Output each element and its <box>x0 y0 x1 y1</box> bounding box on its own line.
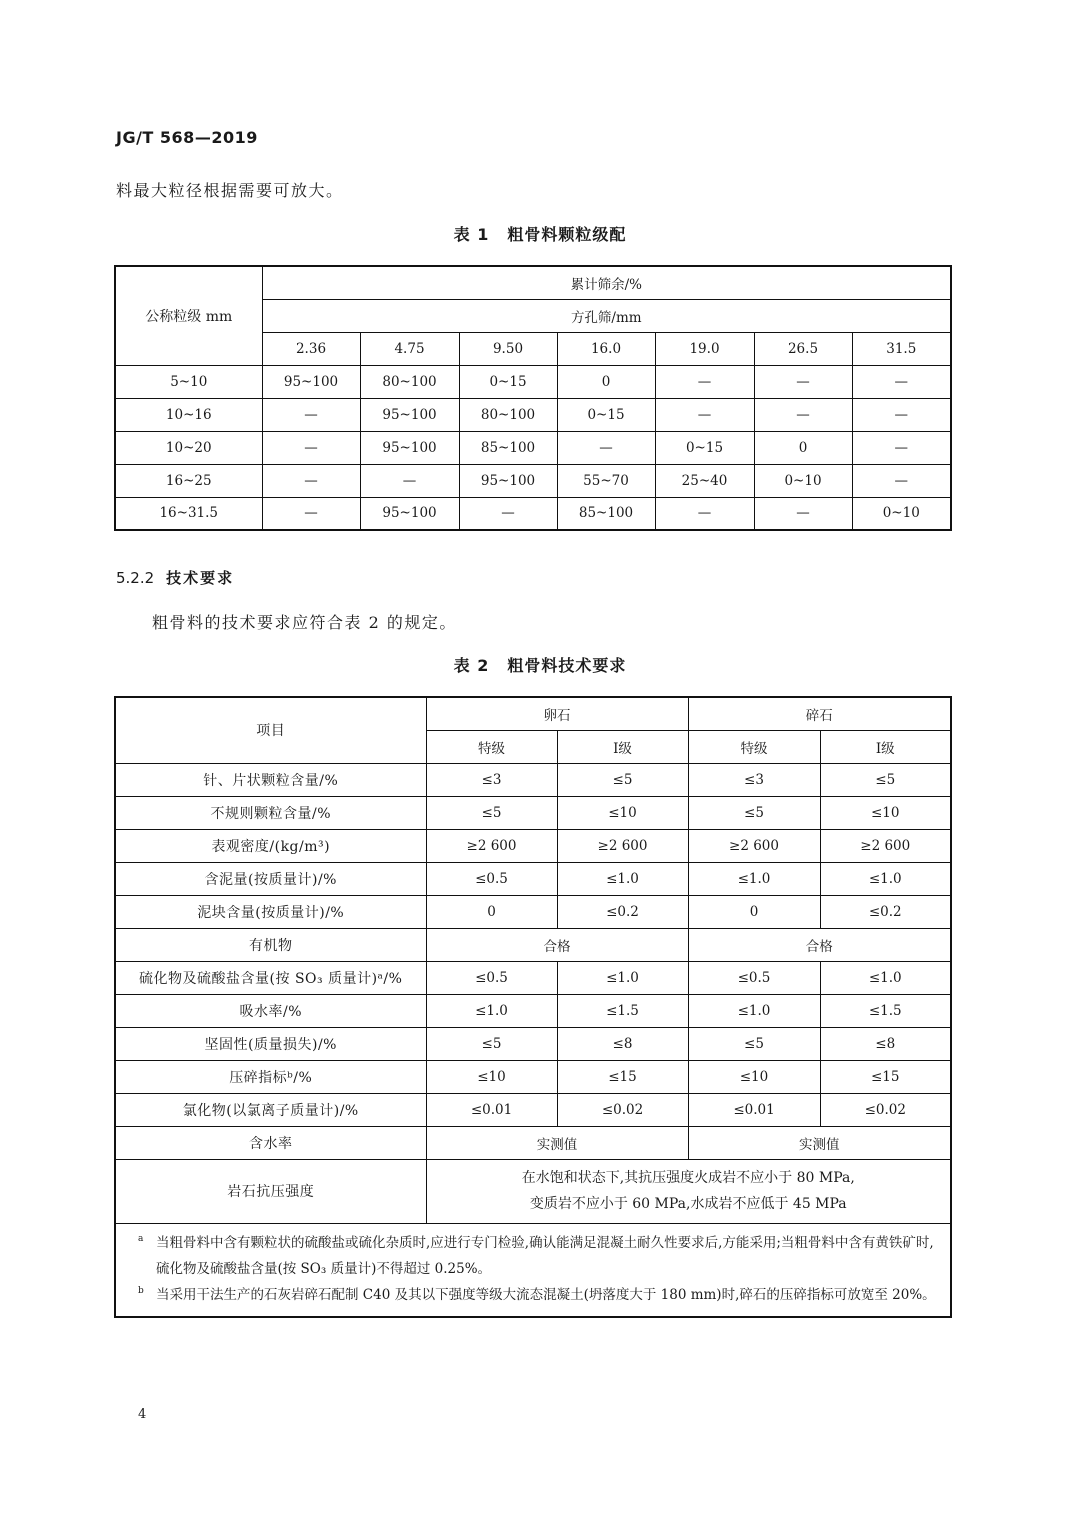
item-header: 项目 <box>115 697 426 763</box>
table-cell: ≤1.5 <box>820 994 951 1027</box>
table-row <box>115 862 951 895</box>
row-label: 泥块含量(按质量计)/% <box>115 895 426 928</box>
table-row <box>115 1126 951 1159</box>
table2-title: 粗骨料技术要求 <box>507 656 627 675</box>
page-number: 4 <box>138 1407 147 1422</box>
table-cell: ≤1.0 <box>820 961 951 994</box>
row-label: 含水率 <box>115 1126 426 1159</box>
table-cell: 95~100 <box>262 365 360 398</box>
table-cell: — <box>852 464 951 497</box>
section-number: 5.2.2 <box>116 569 155 587</box>
table-cell: ≥2 600 <box>688 829 820 862</box>
table-cell: ≤15 <box>820 1060 951 1093</box>
table-cell: — <box>754 398 852 431</box>
table-cell: ≤1.0 <box>688 862 820 895</box>
table-cell: — <box>262 431 360 464</box>
row-label: 表观密度/(kg/m³) <box>115 829 426 862</box>
footnote <box>138 1230 938 1282</box>
table-cell: ≥2 600 <box>426 829 557 862</box>
table-cell: ≤1.0 <box>557 961 688 994</box>
table-cell: 0 <box>426 895 557 928</box>
table-row <box>115 1159 951 1223</box>
table-cell: — <box>655 398 754 431</box>
table-row <box>115 1027 951 1060</box>
footnote-text: 当采用干法生产的石灰岩碎石配制 C40 及其以下强度等级大流态混凝土(坍落度大于 180 mm)时,碎石的压碎指标可放宽至 20%。 <box>156 1286 936 1303</box>
table-cell: ≤15 <box>557 1060 688 1093</box>
sieve-size-cell: 31.5 <box>852 332 951 365</box>
table-cell: — <box>557 431 655 464</box>
row-label: 针、片状颗粒含量/% <box>115 763 426 796</box>
table-cell: — <box>754 365 852 398</box>
table1-number: 表 1 <box>453 225 490 244</box>
row-label: 16~31.5 <box>115 497 262 530</box>
table-row <box>115 464 951 497</box>
rock-strength-line: 变质岩不应小于 60 MPa,水成岩不应低于 45 MPa <box>529 1196 847 1212</box>
intro-paragraph: 料最大粒径根据需要可放大。 <box>116 181 344 200</box>
document-code: JG/T 568—2019 <box>116 128 258 147</box>
table-cell: 合格 <box>426 928 688 961</box>
table-row <box>115 895 951 928</box>
row-label: 硫化物及硫酸盐含量(按 SO₃ 质量计)ᵃ/% <box>115 961 426 994</box>
table-cell: ≤0.01 <box>426 1093 557 1126</box>
table-row <box>115 1093 951 1126</box>
row-label: 压碎指标ᵇ/% <box>115 1060 426 1093</box>
table-cell: ≤10 <box>820 796 951 829</box>
row-label: 坚固性(质量损失)/% <box>115 1027 426 1060</box>
table-cell: ≥2 600 <box>557 829 688 862</box>
gradation-table <box>114 265 952 531</box>
table-cell: — <box>852 365 951 398</box>
table-cell: — <box>262 497 360 530</box>
sieve-size-cell: 4.75 <box>360 332 459 365</box>
table-cell: ≤0.02 <box>557 1093 688 1126</box>
technical-requirements-table <box>114 696 952 1318</box>
table-cell: — <box>852 398 951 431</box>
table-cell: ≤0.5 <box>426 862 557 895</box>
footnote-mark: a <box>138 1233 144 1244</box>
table-cell: ≤1.0 <box>820 862 951 895</box>
grade-special-header: 特级 <box>426 730 557 763</box>
table-cell: ≤10 <box>688 1060 820 1093</box>
cumulative-retained-header: 累计筛余/% <box>262 266 951 299</box>
table-cell: 0~15 <box>655 431 754 464</box>
table-cell: ≤1.0 <box>557 862 688 895</box>
table-cell: 95~100 <box>360 398 459 431</box>
table-cell: ≤8 <box>820 1027 951 1060</box>
table-cell: 85~100 <box>459 431 557 464</box>
table-row <box>115 1060 951 1093</box>
table-cell: ≤0.01 <box>688 1093 820 1126</box>
table-cell: 55~70 <box>557 464 655 497</box>
table-row <box>115 829 951 862</box>
table-row <box>115 431 951 464</box>
table-cell: ≤5 <box>688 1027 820 1060</box>
table-cell: — <box>360 464 459 497</box>
table-cell: 80~100 <box>459 398 557 431</box>
table-cell: ≤8 <box>557 1027 688 1060</box>
table-cell: 80~100 <box>360 365 459 398</box>
table1-title: 粗骨料颗粒级配 <box>507 225 627 244</box>
nominal-size-label: 公称粒级 <box>145 308 202 325</box>
row-label: 岩石抗压强度 <box>115 1159 426 1223</box>
table-row <box>115 961 951 994</box>
table-cell: ≤10 <box>426 1060 557 1093</box>
sieve-size-cell: 16.0 <box>557 332 655 365</box>
row-label: 吸水率/% <box>115 994 426 1027</box>
table-cell: 95~100 <box>459 464 557 497</box>
table-row <box>115 763 951 796</box>
square-sieve-header: 方孔筛/mm <box>262 299 951 332</box>
table-cell: ≤0.2 <box>820 895 951 928</box>
table1-caption <box>0 222 1080 245</box>
table-row <box>115 994 951 1027</box>
table-cell: 0 <box>688 895 820 928</box>
table-row <box>115 796 951 829</box>
table-row <box>115 497 951 530</box>
table2-caption <box>0 653 1080 676</box>
row-label: 含泥量(按质量计)/% <box>115 862 426 895</box>
nominal-size-header <box>115 266 262 365</box>
table-cell: ≤5 <box>688 796 820 829</box>
crushed-stone-header: 碎石 <box>688 697 951 730</box>
table-cell: ≤1.5 <box>557 994 688 1027</box>
table-cell: 0 <box>754 431 852 464</box>
footnote <box>138 1282 938 1308</box>
sieve-size-cell: 19.0 <box>655 332 754 365</box>
table-cell: ≤3 <box>426 763 557 796</box>
row-label: 有机物 <box>115 928 426 961</box>
table-cell: 合格 <box>688 928 951 961</box>
nominal-size-unit: mm <box>205 308 233 325</box>
table-cell: — <box>459 497 557 530</box>
grade-one-header: Ⅰ级 <box>820 730 951 763</box>
table-cell: — <box>754 497 852 530</box>
section-title: 技术要求 <box>166 569 235 587</box>
sieve-size-cell: 26.5 <box>754 332 852 365</box>
table-cell: ≤5 <box>426 1027 557 1060</box>
table-cell: 95~100 <box>360 497 459 530</box>
table-cell: 实测值 <box>688 1126 951 1159</box>
sieve-size-cell: 2.36 <box>262 332 360 365</box>
table-cell: 0~15 <box>459 365 557 398</box>
row-label: 5~10 <box>115 365 262 398</box>
table-notes <box>115 1223 951 1317</box>
table-cell: — <box>262 464 360 497</box>
table-cell: 0~10 <box>754 464 852 497</box>
table-cell: ≤0.5 <box>688 961 820 994</box>
table-cell: ≤5 <box>820 763 951 796</box>
grade-special-header: 特级 <box>688 730 820 763</box>
table-cell: — <box>262 398 360 431</box>
row-label: 10~20 <box>115 431 262 464</box>
row-label: 16~25 <box>115 464 262 497</box>
table-cell: ≤5 <box>426 796 557 829</box>
table-cell: 85~100 <box>557 497 655 530</box>
table-cell: 0 <box>557 365 655 398</box>
table-row <box>115 365 951 398</box>
footnote-text: 当粗骨料中含有颗粒状的硫酸盐或硫化杂质时,应进行专门检验,确认能满足混凝土耐久性要求后,方能采用;当粗骨料中含有黄铁矿时,硫化物及硫酸盐含量(按 SO₃ 质量计)不得超过 0.25%。 <box>156 1234 934 1277</box>
table-cell: — <box>852 431 951 464</box>
table-cell: — <box>655 497 754 530</box>
table-cell: ≤3 <box>688 763 820 796</box>
section-paragraph: 粗骨料的技术要求应符合表 2 的规定。 <box>152 613 457 632</box>
table-cell: 0~15 <box>557 398 655 431</box>
footnote-mark: b <box>138 1285 144 1296</box>
table-cell: 实测值 <box>426 1126 688 1159</box>
table-cell: ≥2 600 <box>820 829 951 862</box>
table-cell: 95~100 <box>360 431 459 464</box>
table-row <box>115 398 951 431</box>
row-label: 氯化物(以氯离子质量计)/% <box>115 1093 426 1126</box>
table-row <box>115 928 951 961</box>
section-heading <box>116 567 234 588</box>
table-cell: ≤5 <box>557 763 688 796</box>
sieve-size-cell: 9.50 <box>459 332 557 365</box>
grade-one-header: Ⅰ级 <box>557 730 688 763</box>
pebble-header: 卵石 <box>426 697 688 730</box>
table-cell: 0~10 <box>852 497 951 530</box>
row-label: 10~16 <box>115 398 262 431</box>
rock-strength-cell <box>426 1159 951 1223</box>
table-cell: ≤1.0 <box>688 994 820 1027</box>
table2-number: 表 2 <box>453 656 490 675</box>
notes-row <box>115 1223 951 1317</box>
table-cell: ≤10 <box>557 796 688 829</box>
table-cell: ≤0.2 <box>557 895 688 928</box>
table-cell: ≤0.02 <box>820 1093 951 1126</box>
table-cell: — <box>655 365 754 398</box>
rock-strength-line: 在水饱和状态下,其抗压强度火成岩不应小于 80 MPa, <box>521 1170 855 1186</box>
table-cell: ≤1.0 <box>426 994 557 1027</box>
table-cell: 25~40 <box>655 464 754 497</box>
table-cell: ≤0.5 <box>426 961 557 994</box>
row-label: 不规则颗粒含量/% <box>115 796 426 829</box>
